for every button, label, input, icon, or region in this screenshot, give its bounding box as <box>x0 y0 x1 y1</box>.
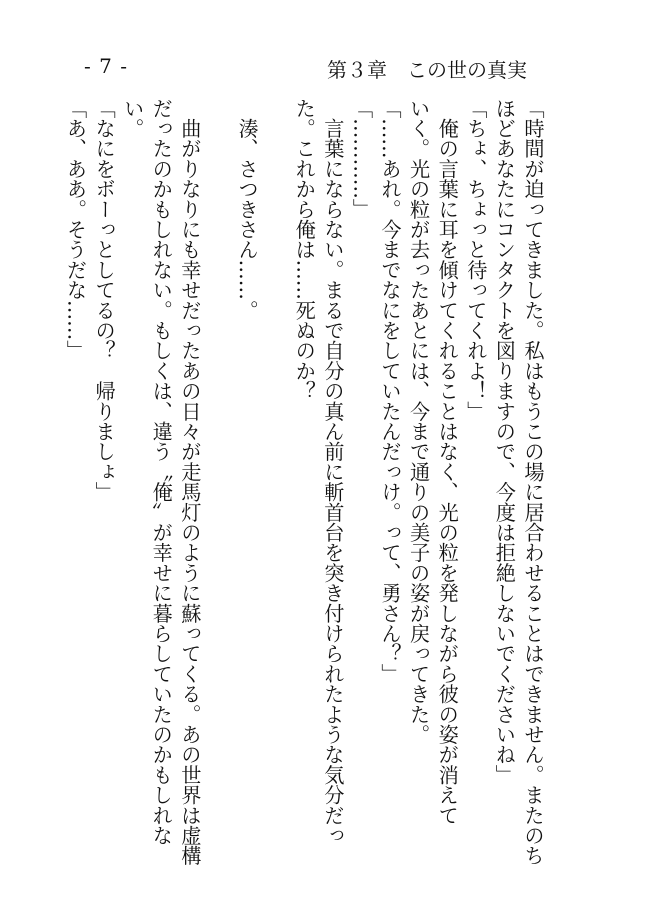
text-line: い。 <box>120 98 145 139</box>
text-line: 「…………」 <box>349 98 374 220</box>
text-line: 湊、さつきさん……。 <box>235 98 260 321</box>
text-line: た。これから俺は……死ぬのか？ <box>292 98 317 401</box>
text-line: だったのかもしれない。もしくは、違う〝俺〟が幸せに暮らしていたのかもしれな <box>149 98 174 846</box>
text-line: 曲がりなりにも幸せだったあの日々が走馬灯のように蘇ってくる。あの世界は虚構 <box>177 98 202 866</box>
blank-line <box>204 98 233 818</box>
text-line: 言葉にならない。まるで自分の真ん前に斬首台を突き付けられたような気分だっ <box>320 98 345 846</box>
text-line: 「……あれ。今までなにをしていたんだっけ。って、勇さん？」 <box>378 98 403 684</box>
text-line: 「あ、ああ。そうだな……」 <box>63 98 88 361</box>
vertical-text-body <box>63 98 547 866</box>
page-number: - 7 - <box>84 54 128 78</box>
chapter-title: 第３章 この世の真実 <box>327 58 527 82</box>
text-line: 「時間が迫ってきました。私はもうこの場に居合わせることはできません。またのち <box>521 98 545 866</box>
text-line: 「ちょ、ちょっと待ってくれよ！」 <box>463 98 488 422</box>
text-line: 俺の言葉に耳を傾けてくれることはなく、光の粒を発しながら彼の姿が消えて <box>435 98 460 826</box>
text-line: いく。光の粒が去ったあとには、今まで通りの美子の姿が戻ってきた。 <box>406 98 431 745</box>
text-line: ほどあなたにコンタクトを図りますので、今度は拒絶しないでくださいね」 <box>492 98 517 785</box>
blank-line <box>261 98 290 818</box>
text-line: 「なにをボーっとしてるの？ 帰りましょ」 <box>92 98 117 502</box>
